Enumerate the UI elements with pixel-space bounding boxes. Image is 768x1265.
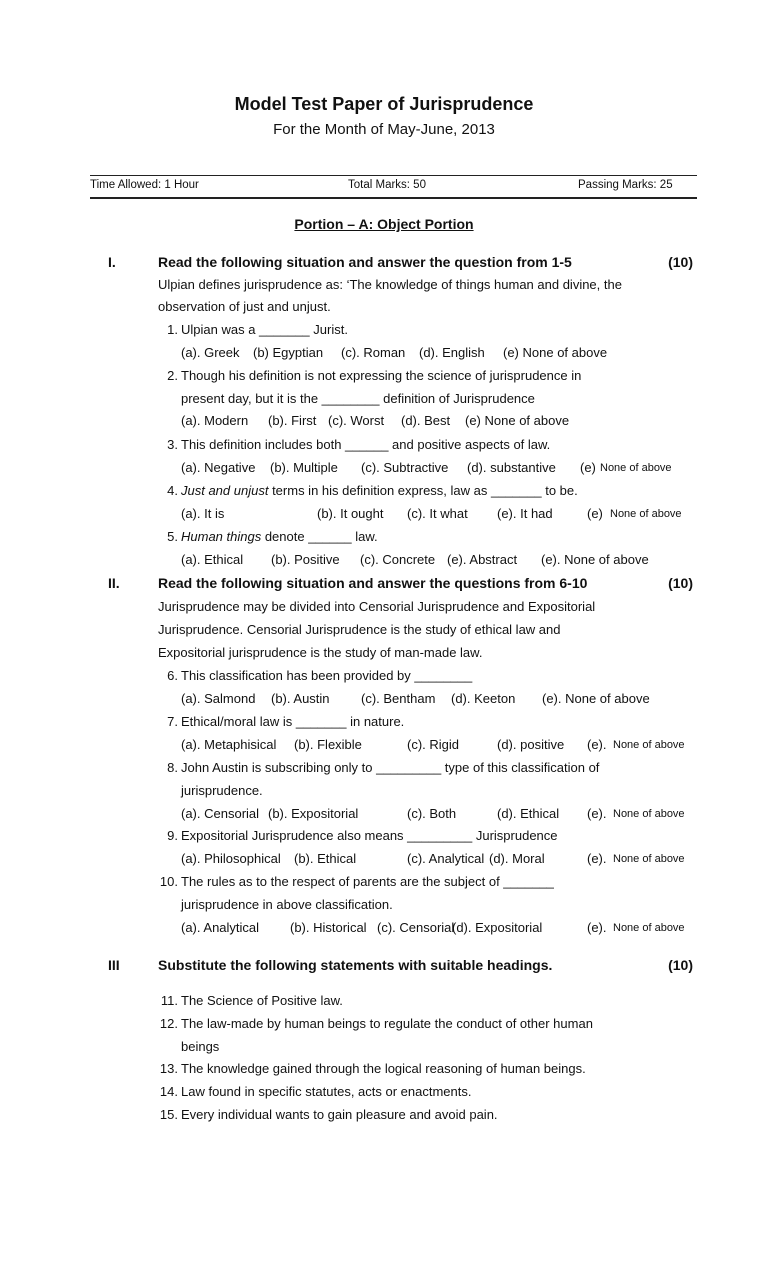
passage-line: Jurisprudence may be divided into Censorial Jurisprudence and Expositorial — [158, 599, 596, 614]
question-text-rest: terms in his definition express, law as _______ to be. — [268, 483, 578, 498]
question-text: Ethical/moral law is _______ in nature. — [181, 714, 405, 729]
question-text: The knowledge gained through the logical reasoning of human beings. — [181, 1061, 586, 1076]
page-title: Model Test Paper of Jurisprudence — [234, 94, 534, 114]
question-number: 10. — [159, 874, 178, 889]
option: (a). Metaphisical — [181, 737, 277, 752]
option: (e) — [587, 506, 603, 521]
option: (a). Ethical — [181, 552, 244, 567]
option: (b). Historical — [290, 920, 367, 935]
question-number: 7. — [167, 714, 178, 729]
option: (e). None of above — [542, 691, 650, 706]
question-text: The rules as to the respect of parents are the subject of _______ — [181, 874, 554, 889]
option: (b). Flexible — [294, 737, 362, 752]
question-number: 6. — [167, 668, 178, 683]
option: (c). Concrete — [360, 552, 436, 567]
option: (c). It what — [407, 506, 468, 521]
section-heading: Read the following situation and answer the question from 1-5 — [158, 254, 572, 270]
section-number: III — [108, 957, 120, 973]
option: (a). Salmond — [181, 691, 256, 706]
question-text: jurisprudence in above classification. — [181, 897, 393, 912]
section-number: I. — [108, 254, 116, 270]
question-text: Ulpian was a _______ Jurist. — [181, 322, 348, 337]
option: (e) None of above — [503, 345, 608, 360]
option: (e). — [587, 920, 607, 935]
passage-line: Expositorial jurisprudence is the study of man-made law. — [158, 645, 483, 660]
question-text: This classification has been provided by ________ — [181, 668, 473, 683]
question-text: present day, but it is the ________ definition of Jurisprudence — [181, 391, 535, 406]
option: (e). None of above — [541, 552, 649, 567]
question-text: Expositorial Jurisprudence also means _________ Jurisprudence — [181, 828, 558, 843]
passage-line: observation of just and unjust. — [158, 299, 331, 314]
section-marks: (10) — [668, 957, 693, 973]
option: (d). Keeton — [451, 691, 516, 706]
option: (c). Rigid — [407, 737, 460, 752]
option: (d). substantive — [467, 460, 556, 475]
option: (c). Roman — [341, 345, 406, 360]
option: (d). Moral — [489, 851, 545, 866]
question-text-rest: denote ______ law. — [261, 529, 378, 544]
option: (a). Greek — [181, 345, 240, 360]
option: (a). Censorial — [181, 806, 260, 821]
section-number: II. — [108, 575, 120, 591]
question-text: beings — [181, 1039, 220, 1054]
question-text: This definition includes both ______ and positive aspects of law. — [181, 437, 551, 452]
option: (b). Positive — [271, 552, 340, 567]
option: None of above — [613, 739, 685, 751]
passing-marks: Passing Marks: 25 — [578, 179, 673, 191]
page-subtitle: For the Month of May-June, 2013 — [273, 121, 495, 138]
question-number: 2. — [167, 368, 178, 383]
option: (b). It ought — [317, 506, 384, 521]
option: None of above — [613, 853, 685, 865]
question-number: 8. — [167, 760, 178, 775]
passage-line: Jurisprudence. Censorial Jurisprudence is the study of ethical law and — [158, 622, 561, 637]
option: (d). English — [419, 345, 485, 360]
question-number: 15. — [159, 1107, 178, 1122]
option: (b). Expositorial — [268, 806, 359, 821]
option: (e). It had — [497, 506, 553, 521]
question-number: 12. — [159, 1016, 178, 1031]
option: (e). — [587, 851, 607, 866]
option: (e) None of above — [465, 413, 570, 428]
option: (c). Bentham — [361, 691, 436, 706]
option: (d). positive — [497, 737, 565, 752]
option: (c). Censorial — [377, 920, 455, 935]
question-text: Though his definition is not expressing the science of jurisprudence in — [181, 368, 582, 383]
question-number: 13. — [159, 1061, 178, 1076]
question-number: 4. — [167, 483, 178, 498]
question-number: 11. — [160, 993, 178, 1008]
question-text: Law found in specific statutes, acts or enactments. — [181, 1084, 472, 1099]
option: (b). First — [268, 413, 317, 428]
option: (e). Abstract — [447, 552, 518, 567]
option: (a). It is — [181, 506, 225, 521]
question-number: 1. — [167, 322, 178, 337]
question-number: 14. — [159, 1084, 178, 1099]
section-heading: Substitute the following statements with suitable headings. — [158, 957, 553, 973]
option: (c). Analytical — [407, 851, 485, 866]
option: (e). — [587, 806, 607, 821]
option: (c). Both — [407, 806, 457, 821]
question-text: The Science of Positive law. — [181, 993, 343, 1008]
section-heading: Read the following situation and answer the questions from 6-10 — [158, 575, 588, 591]
question-emphasis: Just and unjust — [181, 483, 269, 498]
option: (e). — [587, 737, 607, 752]
option: (a). Analytical — [181, 920, 260, 935]
question-text — [181, 529, 378, 544]
question-emphasis: Human things — [181, 529, 262, 544]
option: None of above — [613, 922, 685, 934]
option: (b). Austin — [271, 691, 330, 706]
option: None of above — [600, 462, 672, 474]
header-rule-top — [90, 175, 697, 176]
time-allowed: Time Allowed: 1 Hour — [90, 179, 199, 191]
option: (b). Ethical — [294, 851, 357, 866]
option: (b) Egyptian — [253, 345, 324, 360]
option: (a). Modern — [181, 413, 249, 428]
portion-title: Portion – A: Object Portion — [294, 216, 474, 232]
question-text: Every individual wants to gain pleasure and avoid pain. — [181, 1107, 498, 1122]
option: (d). Expositorial — [452, 920, 543, 935]
section-marks: (10) — [668, 254, 693, 270]
option: None of above — [610, 508, 682, 520]
question-text: John Austin is subscribing only to _________ type of this classification of — [181, 760, 600, 775]
option: (e) — [580, 460, 596, 475]
option: (a). Negative — [181, 460, 256, 475]
header-rule-bottom — [90, 197, 697, 199]
question-number: 9. — [167, 828, 178, 843]
question-number: 5. — [167, 529, 178, 544]
total-marks: Total Marks: 50 — [348, 179, 426, 191]
section-marks: (10) — [668, 575, 693, 591]
question-text — [181, 483, 578, 498]
option: None of above — [613, 808, 685, 820]
question-text: The law-made by human beings to regulate the conduct of other human — [181, 1016, 593, 1031]
question-text: jurisprudence. — [181, 783, 263, 798]
option: (a). Philosophical — [181, 851, 281, 866]
option: (c). Subtractive — [361, 460, 449, 475]
option: (c). Worst — [328, 413, 385, 428]
option: (b). Multiple — [270, 460, 338, 475]
option: (d). Ethical — [497, 806, 560, 821]
passage-line: Ulpian defines jurisprudence as: ‘The knowledge of things human and divine, the — [158, 277, 622, 292]
question-number: 3. — [167, 437, 178, 452]
option: (d). Best — [401, 413, 451, 428]
